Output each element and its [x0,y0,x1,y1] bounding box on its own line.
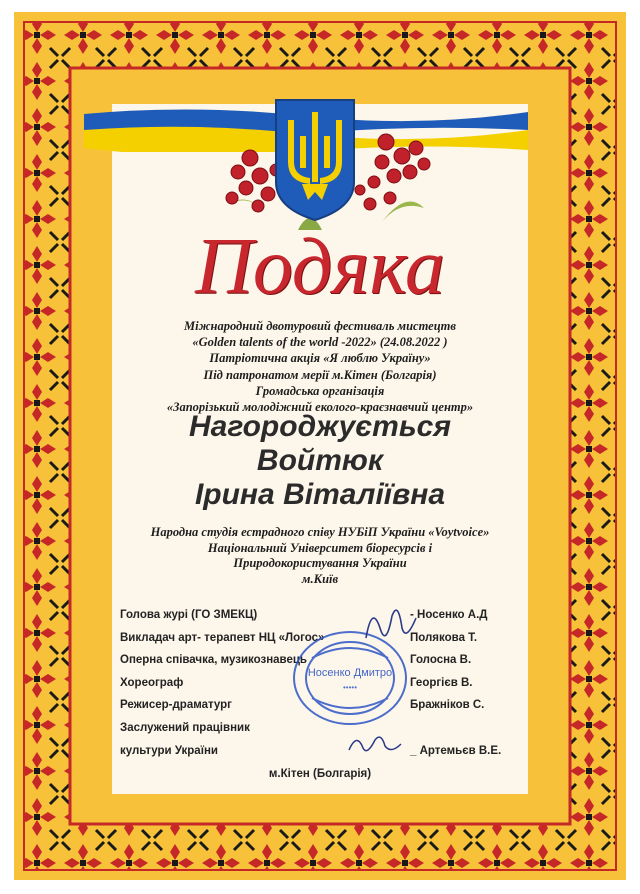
organization-block [0,525,640,587]
subtitle-line: Під патронатом мерії м.Кітен (Болгарія) [203,367,437,382]
issue-place: м.Кітен (Болгарія) [268,768,372,780]
award-line: Нагороджується [188,410,451,443]
awardee-block [0,410,640,512]
subtitle-line: Патріотична акція «Я люблю Україну» [209,351,431,366]
jury-row [120,740,540,763]
org-line: Національний Університет біоресурсів і [207,540,433,555]
svg-text:•••••: ••••• [342,683,358,692]
org-line: м.Київ [301,571,339,586]
jury-role: Заслужений працівник [120,721,250,734]
signature-mark [345,730,405,758]
jury-name: Георгієв В. [410,676,473,689]
jury-role: Оперна співачка, музикознавець [120,654,308,667]
certificate-title: Подяка [195,223,445,311]
jury-role: культури України [120,744,218,757]
trident-coat-of-arms-icon [272,96,358,224]
org-line: Народна студія естрадного співу НУБіП України «Voytvoice» [150,525,490,539]
jury-role: Хореограф [120,676,184,689]
subtitle-line: «Запорізький молодіжний еколого-краєзнавчий центр» [166,400,474,415]
jury-name: Бражніков С. [410,699,485,712]
awardee-surname: Войтюк [256,444,384,477]
subtitle-line: «Golden talents of the world -2022» (24.08.2022 ) [192,335,448,350]
jury-role: Викладач арт- терапевт НЦ «Логос» [120,631,325,644]
subtitle-line: Громадська організація [255,383,385,398]
festival-description [0,318,640,415]
org-line: Природокористування України [233,556,407,571]
jury-role: Режисер-драматург [120,699,232,712]
jury-name: Голосна В. [410,654,472,667]
jury-name: - Носенко А.Д [410,609,488,621]
jury-row [120,604,540,627]
signature-mark [358,598,428,654]
stamp-text: Носенко Дмитро [307,667,393,679]
jury-name: _ Артемьєв В.Е. [410,744,502,757]
subtitle-line: Міжнародний двотуровий фестиваль мистецтв [184,319,456,333]
awardee-given-names: Ірина Віталіївна [194,478,446,511]
jury-name: Полякова Т. [410,631,478,644]
jury-role: Голова журі (ГО ЗМЕКЦ) [120,609,258,621]
